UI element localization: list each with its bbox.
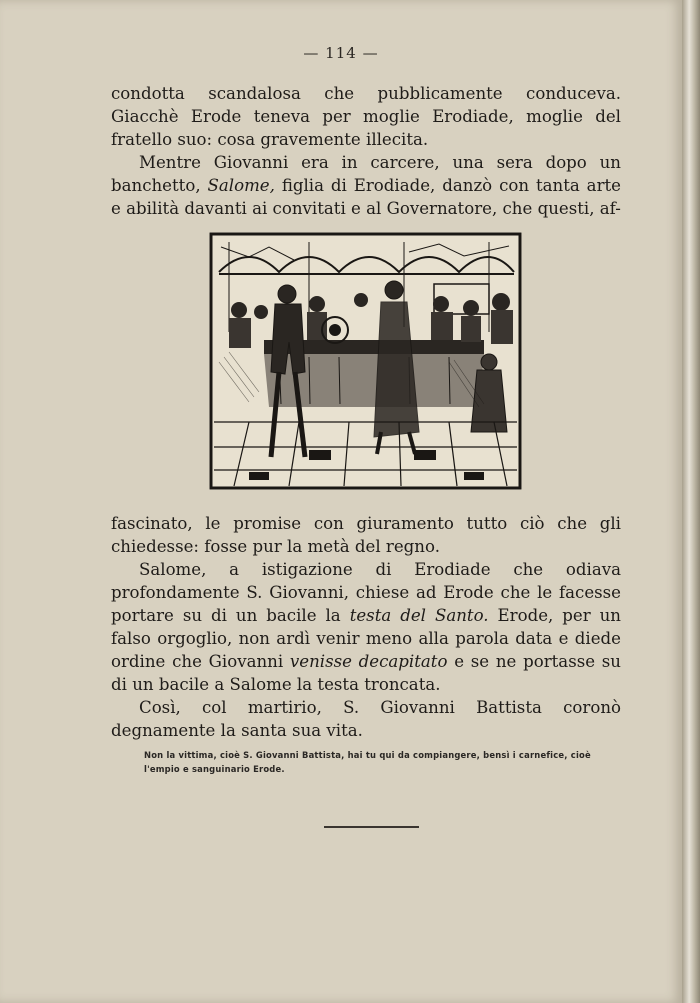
italic-run: testa del Santo.: [349, 606, 489, 625]
text-run: Mentre Giovanni era in carcere, una sera dopo un banchetto,: [111, 153, 621, 195]
text-block-top: [111, 82, 621, 220]
text-run: figlia di Erodiade, danzò con tanta arte e abilità davanti ai convitati e al Governatore, che questi, af-: [111, 176, 621, 218]
page-number: — 114 —: [303, 44, 379, 62]
paragraph-3: [111, 512, 621, 558]
italic-run: Salome,: [207, 176, 275, 195]
paragraph-4: [111, 558, 621, 696]
text-run: fascinato, le promise con giuramento tutto ciò che gli chiedesse: fosse pur la metà del regno.: [111, 514, 621, 556]
text-run: Erode, per un falso orgoglio, non ardì venir meno alla parola data e diede ordine che Giovanni: [111, 606, 621, 671]
woodcut-illustration: [209, 232, 522, 490]
italic-run: venisse decapitato: [289, 652, 448, 671]
page-edge: [682, 0, 700, 1003]
end-divider: [324, 826, 419, 828]
caption: Non la vittima, cioè S. Giovanni Battista, hai tu qui da compiangere, bensì i carnefice, cioè l'empio e sanguinario Erode.: [144, 750, 591, 774]
text-run: e se ne portasse su di un bacile a Salome la testa troncata.: [111, 652, 621, 694]
paragraph-2: [111, 151, 621, 220]
text-run: Salome, a istigazione di Erodiade che odiava profondamente S. Giovanni, chiese ad Erode che le facesse portare su di un bacile la: [111, 560, 621, 625]
text-run: condotta scandalosa che pubblicamente conduceva. Giacchè Erode teneva per moglie Erodiade, moglie del fratello suo: cosa gravemente illecita.: [111, 84, 621, 149]
text-block-bottom: [111, 512, 621, 742]
paragraph-1: [111, 82, 621, 151]
text-run: Così, col martirio, S. Giovanni Battista coronò degnamente la santa sua vita.: [111, 698, 621, 740]
paragraph-5: [111, 696, 621, 742]
